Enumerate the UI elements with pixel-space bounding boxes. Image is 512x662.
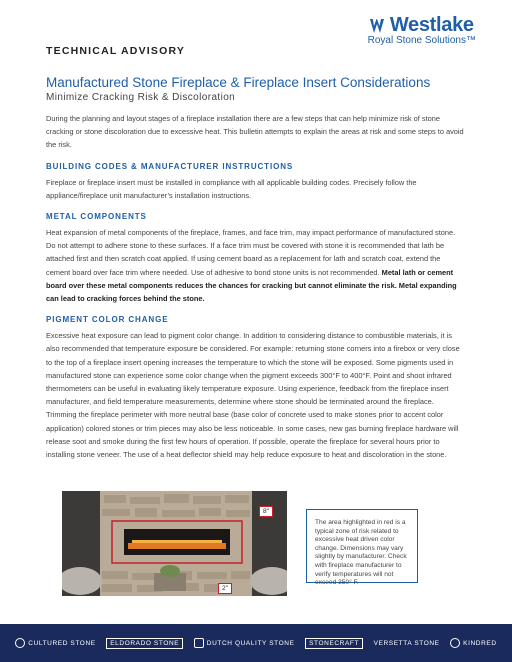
brand-footer — [0, 624, 512, 662]
intro-paragraph: During the planning and layout stages of a fireplace installation there are a few steps that can help minimize risk of stone cracking or stone discoloration due to excessive heat. This bulletin attempts to explain the areas at risk and some steps to avoid the risk. — [46, 114, 464, 150]
metal-text: Heat expansion of metal components of the fireplace, frames, and face trim, may impact performance of manufactured stone. Do not attempt to adhere stone to these surfaces. If a face trim must be covered with stone it is recommended that lath be attached first and then scratch coat applied. If using cement board as a replacement for lath and scratch coat, extend the cement board over face trim where needed. Use of adhesive to bond stone units is not recommended. — [46, 228, 456, 277]
brand-label: CULTURED STONE — [28, 639, 96, 647]
section-heading-pigment: PIGMENT COLOR CHANGE — [46, 315, 169, 325]
advisory-label: TECHNICAL ADVISORY — [46, 45, 186, 57]
cultured-stone-icon — [15, 638, 25, 648]
logo-subtitle: Royal Stone Solutions™ — [367, 35, 476, 46]
brand-cultured-stone — [15, 638, 95, 648]
brand-label: VERSETTA STONE — [373, 639, 440, 647]
dimension-label-top: 8" — [259, 506, 273, 517]
pigment-paragraph: Excessive heat exposure can lead to pigment color change. In addition to considering distance to combustible materials, it is also recommended that temperature exposure be considered. For example: returning stone corners into a firebox or very close to the top of a fireplace insert opening increases the temperature to which the stone will be exposed. Some pigments used in manufactured stone can experience some color change when the pigment exceeds 300°F to 400°F. Point and shoot infrared thermometers can be useful in evaluating likely temperature exposure. Using experience, feedback from the fireplace insert manufacturer, and field temperature measurements, determine where stone should be terminated around the fireplace. Trimming the fireplace perimeter with more neutral base (base color of concrete used to make stones prior to accent color application) colored stones or trim pieces may also be less noticeable. In some cases, new gas burning fireplace hardware will release soot and smoke during the first few hours of operation. If possible, operate the fireplace for several hours prior to installing stone veneer. The use of a heat deflector shield may help reduce exposure to heat and discoloration in the stone. — [46, 331, 460, 460]
metal-paragraph — [46, 226, 466, 305]
brand-label: DUTCH QUALITY STONE — [206, 639, 295, 647]
metal-bold-text: Metal lath or cement board over these metal components reduces the chances for cracking but cannot eliminate the risk. Metal expanding can lead to cracking forces behind the stone. — [46, 267, 457, 304]
kindred-icon — [450, 638, 460, 648]
brand-dutch-quality-stone — [194, 638, 295, 648]
brand-label: KINDRED — [463, 639, 497, 647]
figure-callout: The area highlighted in red is a typical zone of risk related to excessive heat driven color change. Dimensions may vary slightly by manufacturer. Check with fireplace manufacturer to verify temperatures will not exceed 350° F. — [306, 509, 418, 583]
westlake-w-icon — [370, 18, 388, 34]
dimension-label-bottom: 2" — [218, 583, 232, 594]
page-subtitle: Minimize Cracking Risk & Discoloration — [46, 92, 236, 103]
section-heading-metal: METAL COMPONENTS — [46, 212, 147, 222]
page-title: Manufactured Stone Fireplace & Fireplace Insert Considerations — [46, 75, 431, 90]
section-heading-codes: BUILDING CODES & MANUFACTURER INSTRUCTIONS — [46, 161, 294, 171]
brand-versetta-stone — [374, 640, 440, 647]
logo-wordmark: Westlake — [389, 14, 474, 36]
westlake-logo — [368, 14, 476, 46]
brand-label: ELDORADO STONE — [106, 638, 183, 649]
brand-stonecraft — [305, 638, 363, 649]
brand-eldorado-stone — [106, 638, 183, 649]
fireplace-photo — [62, 491, 287, 596]
codes-paragraph: Fireplace or fireplace insert must be installed in compliance with all applicable building codes. Precisely follow the appliance/fireplace unit manufacturer’s installation instructions. — [46, 177, 417, 200]
brand-kindred — [450, 638, 496, 648]
brand-label: STONECRAFT — [305, 638, 363, 649]
document-body — [46, 112, 466, 461]
dutch-quality-icon — [194, 638, 204, 648]
